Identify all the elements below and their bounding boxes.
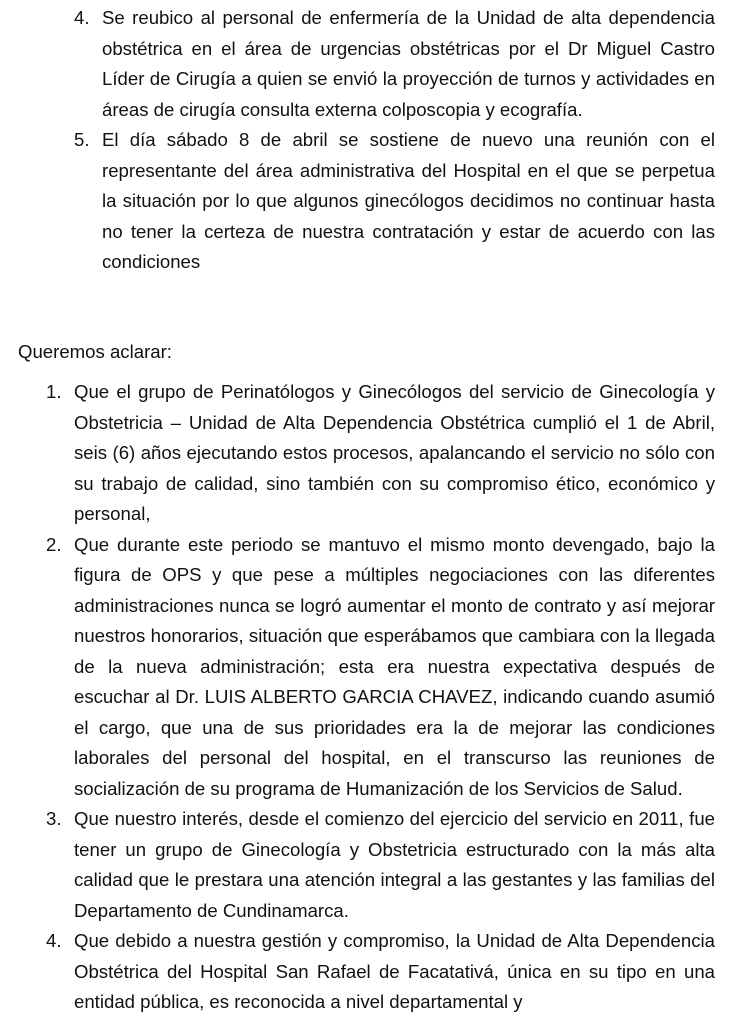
list-item: [0, 125, 753, 278]
list-item-text: Se reubico al personal de enfermería de la Unidad de alta dependencia obstétrica en el área de urgencias obstétricas por el Dr Miguel Castro Líder de Cirugía a quien se envió la proyección de turnos y actividades en áreas de cirugía consulta externa colposcopia y ecografía.: [102, 7, 715, 120]
list-item-text: Que debido a nuestra gestión y compromiso, la Unidad de Alta Dependencia Obstétrica del Hospital San Rafael de Facatativá, única en su tipo en una entidad pública, es reconocida a nivel departamental y: [74, 930, 715, 1012]
list-item: [0, 377, 753, 530]
list-item-number: 5.: [74, 129, 90, 150]
list-item-text: Que nuestro interés, desde el comienzo del ejercicio del servicio en 2011, fue tener un grupo de Ginecología y Obstetricia estructurado con la más alta calidad que le prestara una atención integral a las gestantes y las familias del Departamento de Cundinamarca.: [74, 808, 715, 921]
list-item: [0, 530, 753, 805]
list-item: [0, 804, 753, 926]
list-item-text: Que el grupo de Perinatólogos y Ginecólogos del servicio de Ginecología y Obstetricia – Unidad de Alta Dependencia Obstétrica cumplió el 1 de Abril, seis (6) años ejecutando estos procesos, apalancando el servicio no sólo con su trabajo de calidad, sino también con su compromiso ético, económico y personal,: [74, 381, 715, 524]
previous-events-list: [0, 3, 753, 278]
list-item: [0, 3, 753, 125]
list-item-number: 3.: [46, 808, 62, 829]
section-heading: Queremos aclarar:: [18, 341, 172, 362]
clarifications-list: [0, 377, 753, 1018]
list-item-text: Que durante este periodo se mantuvo el mismo monto devengado, bajo la figura de OPS y que pese a múltiples negociaciones con las diferentes administraciones nunca se logró aumentar el monto de contrato y así mejorar nuestros honorarios, situación que esperábamos que cambiara con la llegada de la nueva administración; esta era nuestra expectativa después de escuchar al Dr. LUIS ALBERTO GARCIA CHAVEZ, indicando cuando asumió el cargo, que una de sus prioridades era la de mejorar las condiciones laborales del personal del hospital, en el transcurso las reuniones de socialización de su programa de Humanización de los Servicios de Salud.: [74, 533, 715, 799]
list-item-number: 2.: [46, 533, 62, 555]
list-item-number: 1.: [46, 381, 62, 402]
list-item-text: El día sábado 8 de abril se sostiene de nuevo una reunión con el representante del área administrativa del Hospital en el que se perpetua la situación por lo que algunos ginecólogos decidimos no continuar hasta no tener la certeza de nuestra contratación y estar de acuerdo con las condiciones: [102, 129, 715, 272]
list-item-number: 4.: [46, 930, 62, 951]
list-item: [0, 926, 753, 1018]
list-item-number: 4.: [74, 7, 90, 28]
